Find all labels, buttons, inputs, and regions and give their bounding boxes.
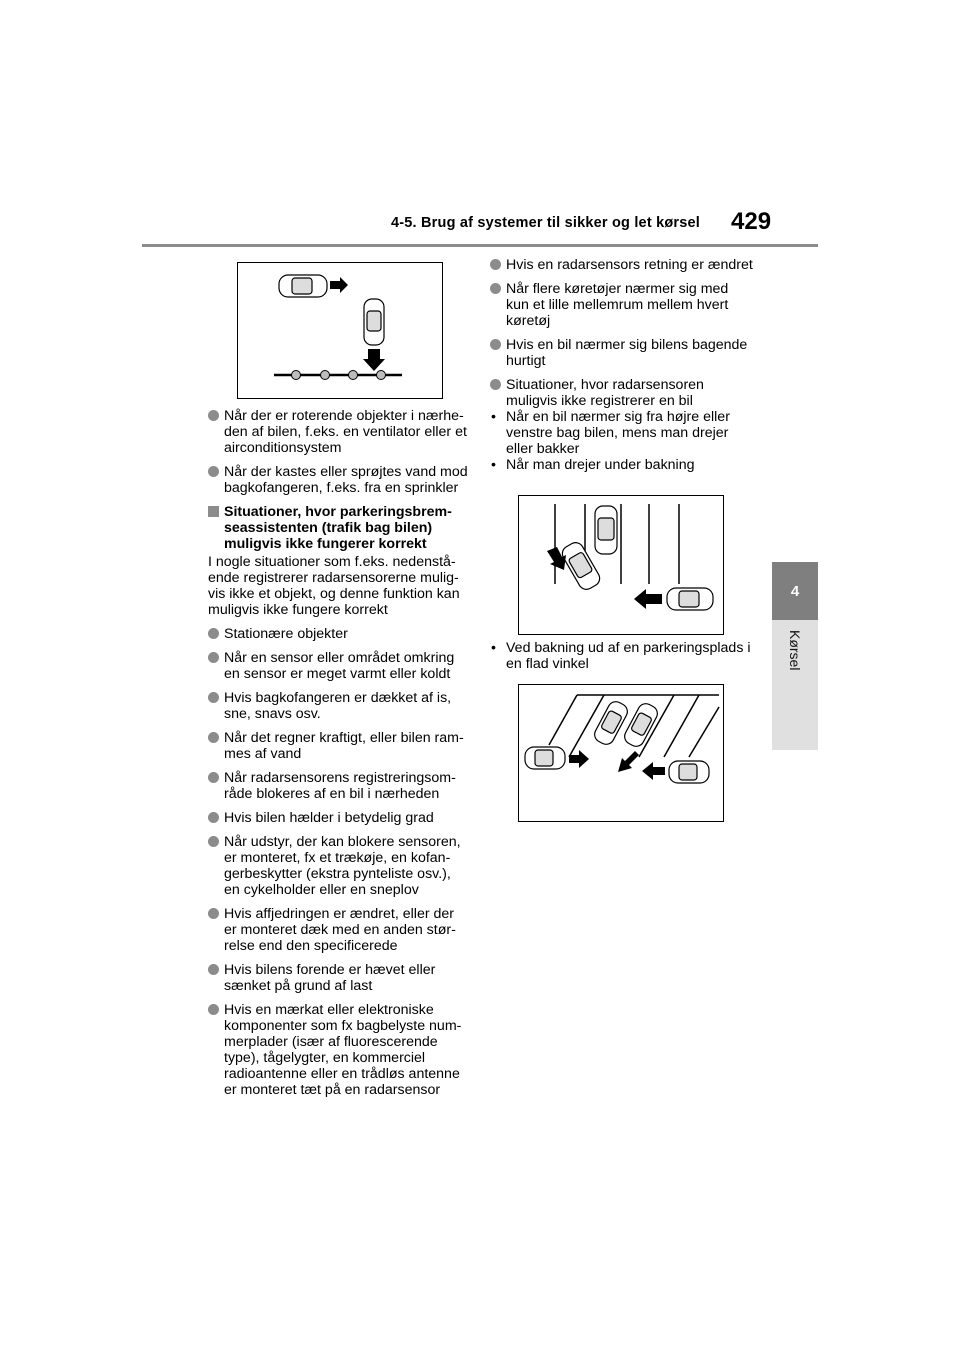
list-item: Når der kastes eller sprøjtes vand mod bagkofangeren, f.eks. fra en sprinkler <box>208 464 470 496</box>
list-item: Når en sensor eller området omkring en sensor er meget varmt eller koldt <box>208 650 470 682</box>
list-item: Når radarsensorens registreringsom-råde blokeres af en bil i nærheden <box>208 770 470 802</box>
car-icon <box>622 701 660 749</box>
section-title: 4-5. Brug af systemer til sikker og let kørsel <box>391 215 700 231</box>
bullet-icon <box>208 692 219 703</box>
page-number: 429 <box>731 208 772 235</box>
right-column-lower <box>490 640 755 672</box>
car-icon <box>595 506 617 554</box>
right-column <box>490 257 755 473</box>
arrow-right-icon <box>330 277 348 293</box>
car-icon <box>364 299 384 345</box>
bullet-icon <box>208 812 219 823</box>
list-item: Hvis bagkofangeren er dækket af is, sne, snavs osv. <box>208 690 470 722</box>
chapter-tab <box>772 620 818 750</box>
chapter-tab-label: Kørsel <box>787 630 803 671</box>
subsection-heading: Situationer, hvor parkeringsbrem-seassistenten (trafik bag bilen) muligvis ikke fungerer korrekt <box>208 504 470 552</box>
bullet-icon <box>208 908 219 919</box>
sub-list-item: • Når en bil nærmer sig fra højre eller venstre bag bilen, mens man drejer eller bakker <box>491 409 730 457</box>
bullet-icon <box>208 964 219 975</box>
bullet-icon <box>208 732 219 743</box>
list-item: Hvis affjedringen er ændret, eller der er monteret dæk med en anden stør-relse end den specificerede <box>208 906 470 954</box>
list-item: Stationære objekter <box>208 626 470 642</box>
square-bullet-icon <box>208 506 219 517</box>
bullet-icon <box>490 339 501 350</box>
bullet-icon <box>208 652 219 663</box>
list-item: Hvis en bil nærmer sig bilens bagende hurtigt <box>490 337 755 369</box>
list-item: Hvis bilens forende er hævet eller sænket på grund af last <box>208 962 470 994</box>
list-item: Hvis en radarsensors retning er ændret <box>490 257 755 273</box>
bullet-icon <box>208 466 219 477</box>
figure-turning-reverse <box>518 495 724 635</box>
arrow-down-icon <box>363 349 385 371</box>
car-icon <box>669 761 709 783</box>
intro-paragraph: I nogle situationer som f.eks. nedenstå-ende registrerer radarsensorerne mulig-vis ikke et objekt, og denne funktion kan muligvis ikke fungere korrekt <box>208 554 460 618</box>
list-item: Situationer, hvor radarsensoren muligvis ikke registrerer en bil <box>490 377 755 409</box>
list-item: Hvis bilen hælder i betydelig grad <box>208 810 470 826</box>
sub-list-item: • Ved bakning ud af en parkeringsplads i en flad vinkel <box>491 640 751 672</box>
car-icon <box>279 275 327 297</box>
left-column <box>208 408 470 1106</box>
bullet-icon <box>208 628 219 639</box>
bullet-icon <box>208 410 219 421</box>
chapter-tab-number: 4 <box>772 562 818 620</box>
bullet-icon <box>490 283 501 294</box>
header-divider <box>142 244 818 247</box>
figure-angled-parking <box>518 684 724 822</box>
figure-turning-reverse-drawing <box>519 496 723 634</box>
figure-rotating-objects <box>237 262 443 399</box>
arrow-down-left-icon <box>618 751 639 772</box>
list-item: Når udstyr, der kan blokere sensoren, er monteret, fx et trækøje, en kofan-gerbeskytter (ekstra pynteliste osv.), en cykelholder eller en sneplov <box>208 834 470 898</box>
bullet-icon <box>208 1004 219 1015</box>
bullet-icon <box>208 836 219 847</box>
arrow-left-icon <box>634 589 662 609</box>
list-item: Når der er roterende objekter i nærhe-den af bilen, f.eks. en ventilator eller et airconditionsystem <box>208 408 470 456</box>
car-icon <box>525 747 565 769</box>
bullet-icon <box>490 259 501 270</box>
figure-rotating-objects-drawing <box>238 263 442 398</box>
figure-angled-parking-drawing <box>519 685 723 821</box>
list-item: Hvis en mærkat eller elektroniske komponenter som fx bagbelyste num-merplader (især af fluorescerende type), tågelygter, en kommerciel radioantenne eller en trådløs antenne er monteret tæt på en radarsensor <box>208 1002 470 1098</box>
bullet-icon <box>208 772 219 783</box>
car-icon <box>667 588 713 610</box>
list-item: Når flere køretøjer nærmer sig med kun et lille mellemrum mellem hvert køretøj <box>490 281 755 329</box>
bullet-icon <box>490 379 501 390</box>
sub-list-item: • Når man drejer under bakning <box>491 457 695 473</box>
arrow-left-icon <box>642 762 665 780</box>
list-item: Når det regner kraftigt, eller bilen ram-mes af vand <box>208 730 470 762</box>
